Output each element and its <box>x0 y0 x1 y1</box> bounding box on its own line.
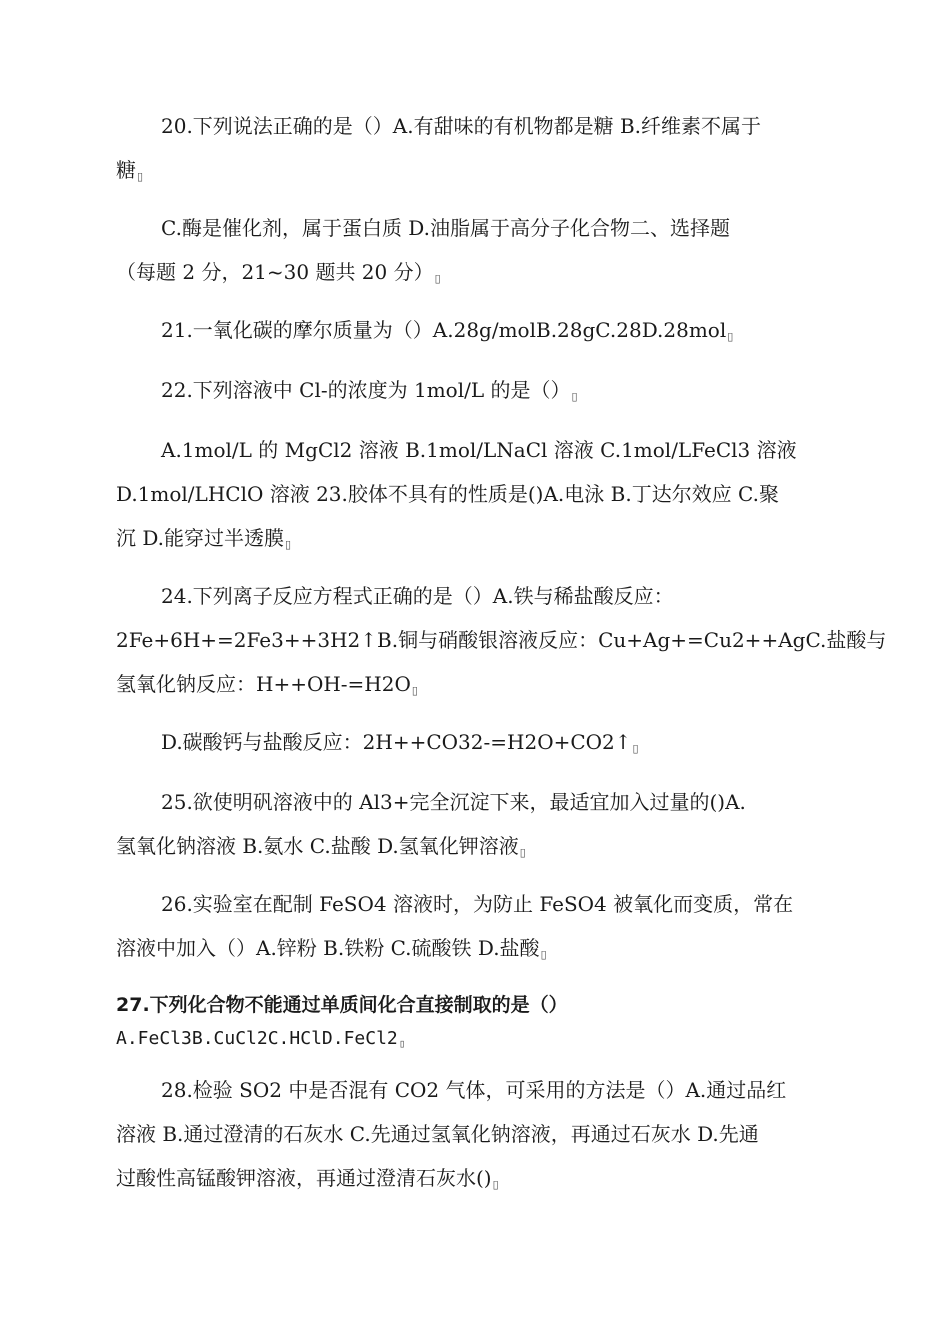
text-line-content: A.FeCl3B.CuCl2C.HClD.FeCl2 <box>116 1028 398 1049</box>
text-line <box>116 1022 828 1061</box>
text-line <box>116 662 828 713</box>
end-mark: ▯ <box>727 330 734 343</box>
text-line-content: 氢氧化钠反应：H++OH-=H2O <box>116 672 411 696</box>
end-mark: ▯ <box>411 684 418 697</box>
text-line: 27.下列化合物不能通过单质间化合直接制取的是（） <box>116 994 568 1016</box>
end-mark: ▯ <box>434 272 441 285</box>
text-line-content: 糖 <box>116 158 136 182</box>
text-line <box>116 368 828 419</box>
end-mark: ▯ <box>540 948 547 961</box>
question-28 <box>116 1068 828 1207</box>
question-22-options <box>116 428 828 567</box>
text-line-content: 22.下列溶液中 Cl-的浓度为 1mol/L 的是（） <box>161 378 571 402</box>
end-mark: ▯ <box>519 846 526 859</box>
question-24-option-d <box>116 720 828 771</box>
text-line-content: 过酸性高锰酸钾溶液，再通过澄清石灰水() <box>116 1166 492 1190</box>
text-line-content: （每题 2 分，21~30 题共 20 分） <box>116 260 434 284</box>
text-line-content: 氢氧化钠溶液 B.氨水 C.盐酸 D.氢氧化钾溶液 <box>116 834 519 858</box>
text-line: 28.检验 SO2 中是否混有 CO2 气体，可采用的方法是（）A.通过品红 <box>161 1078 787 1102</box>
text-line-content: 21.一氧化碳的摩尔质量为（）A.28g/molB.28gC.28D.28mol <box>161 318 727 342</box>
text-line: 25.欲使明矾溶液中的 Al3+完全沉淀下来，最适宜加入过量的()A. <box>161 790 746 814</box>
text-line: 26.实验室在配制 FeSO4 溶液时，为防止 FeSO4 被氧化而变质，常在 <box>161 892 794 916</box>
question-26 <box>116 882 828 977</box>
text-line-content: 沉 D.能穿过半透膜 <box>116 526 285 550</box>
text-line <box>116 824 828 875</box>
text-line: C.酶是催化剂，属于蛋白质 D.油脂属于高分子化合物二、选择题 <box>161 216 730 240</box>
text-line: 2Fe+6H+=2Fe3++3H2↑B.铜与硝酸银溶液反应：Cu+Ag+=Cu2++AgC.盐酸与 <box>116 628 887 652</box>
text-line: 20.下列说法正确的是（）A.有甜味的有机物都是糖 B.纤维素不属于 <box>161 114 762 138</box>
text-line-content: D.碳酸钙与盐酸反应：2H++CO32-=H2O+CO2↑ <box>161 730 632 754</box>
text-line: D.1mol/LHClO 溶液 23.胶体不具有的性质是()A.电泳 B.丁达尔效应 C.聚 <box>116 482 780 506</box>
end-mark: ▯ <box>285 538 292 551</box>
text-line <box>116 1156 828 1207</box>
end-mark: ▯ <box>137 170 144 183</box>
end-mark: ▯ <box>632 742 639 755</box>
question-20 <box>116 104 828 199</box>
text-line <box>116 720 828 771</box>
end-mark: ▯ <box>571 390 578 403</box>
text-line <box>116 926 828 977</box>
text-line <box>116 308 828 359</box>
question-21 <box>116 308 828 359</box>
end-mark: ▯ <box>398 1037 406 1050</box>
text-line: 24.下列离子反应方程式正确的是（）A.铁与稀盐酸反应： <box>161 584 674 608</box>
end-mark: ▯ <box>492 1178 499 1191</box>
question-25 <box>116 780 828 875</box>
text-line-content: 溶液中加入（）A.锌粉 B.铁粉 C.硫酸铁 D.盐酸 <box>116 936 540 960</box>
text-line <box>116 148 828 199</box>
text-line <box>116 250 828 301</box>
question-24 <box>116 574 887 713</box>
text-line: 溶液 B.通过澄清的石灰水 C.先通过氢氧化钠溶液，再通过石灰水 D.先通 <box>116 1122 759 1146</box>
question-27 <box>116 988 828 1061</box>
question-20-cont <box>116 206 828 301</box>
text-line <box>116 516 828 567</box>
text-line: A.1mol/L 的 MgCl2 溶液 B.1mol/LNaCl 溶液 C.1mol/LFeCl3 溶液 <box>161 438 797 462</box>
question-22 <box>116 368 828 419</box>
